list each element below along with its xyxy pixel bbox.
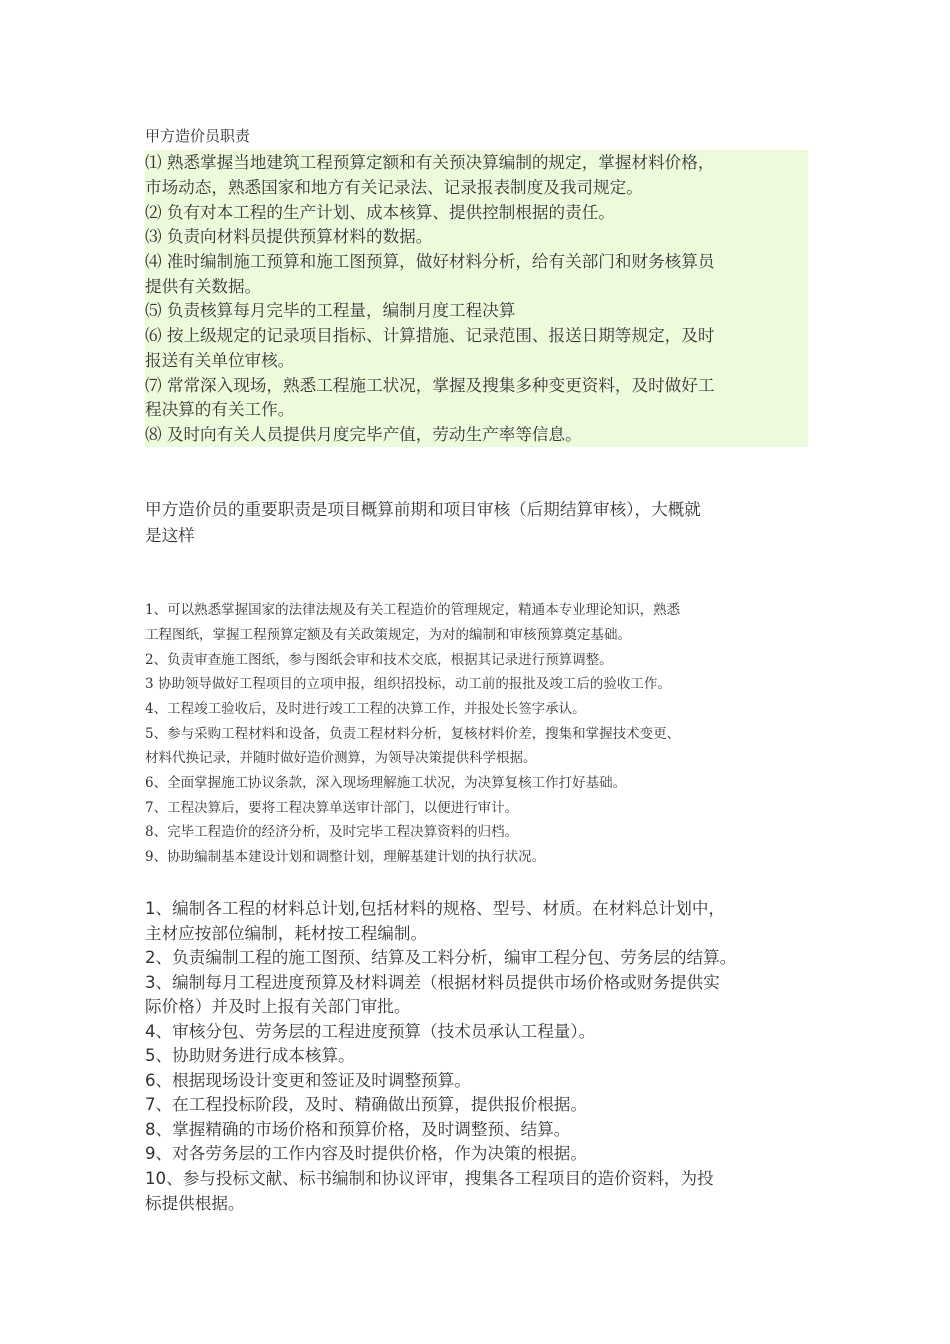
duty-line: 7、在工程投标阶段，及时、精确做出预算，提供报价根据。: [145, 1095, 587, 1114]
duty-line: ⑻ 及时向有关人员提供月度完毕产值，劳动生产率等信息。: [145, 425, 582, 444]
summary-line: 是这样: [145, 526, 195, 545]
duty-line: 5、协助财务进行成本核算。: [145, 1046, 355, 1065]
duty-line: 8、完毕工程造价的经济分析，及时完毕工程决算资料的归档。: [145, 824, 519, 840]
duty-line: 4、审核分包、劳务层的工程进度预算（技术员承认工程量）。: [145, 1022, 596, 1041]
duty-line: ⑷ 准时编制施工预算和施工图预算，做好材料分析，给有关部门和财务核算员: [145, 252, 715, 271]
duty-line: 4、工程竣工验收后，及时进行竣工工程的决算工作，并报处长签字承认。: [145, 701, 586, 717]
duty-line: 9、对各劳务层的工作内容及时提供价格，作为决策的根据。: [145, 1144, 587, 1163]
duty-line: 9、协助编制基本建设计划和调整计划，理解基建计划的执行状况。: [145, 849, 546, 865]
duty-line: 5、参与采购工程材料和设备，负责工程材料分析，复核材料价差，搜集和掌握技术变更、: [145, 726, 681, 742]
duty-line: 6、根据现场设计变更和签证及时调整预算。: [145, 1071, 471, 1090]
duty-line: 材料代换记录，并随时做好造价测算，为领导决策提供科学根据。: [145, 750, 537, 766]
duty-line: 7、工程决算后，要将工程决算单送审计部门，以便进行审计。: [145, 800, 519, 816]
duty-line: 报送有关单位审核。: [145, 351, 295, 370]
duty-line: 3、编制每月工程进度预算及材料调差（根据材料员提供市场价格或财务提供实: [145, 973, 720, 992]
section-title: 甲方造价员职责: [145, 127, 251, 145]
duty-line: 1、可以熟悉掌握国家的法律法规及有关工程造价的管理规定，精通本专业理论知识，熟悉: [145, 602, 681, 618]
duty-line: 2、负责编制工程的施工图预、结算及工料分析，编审工程分包、劳务层的结算。: [145, 948, 737, 967]
duty-line: ⑵ 负有对本工程的生产计划、成本核算、提供控制根据的责任。: [145, 203, 615, 222]
summary-line: 甲方造价员的重要职责是项目概算前期和项目审核（后期结算审核），大概就: [145, 500, 701, 519]
duty-line: ⑸ 负责核算每月完毕的工程量，编制月度工程决算: [145, 301, 516, 320]
duty-line: 10、参与投标文献、标书编制和协议评审，搜集各工程项目的造价资料，为投: [145, 1169, 714, 1188]
duty-line: 6、全面掌握施工协议条款，深入现场理解施工状况，为决算复核工作打好基础。: [145, 775, 627, 791]
duty-line: ⑶ 负责向材料员提供预算材料的数据。: [145, 227, 433, 246]
duty-line: 2、负责审查施工图纸，参与图纸会审和技术交底，根据其记录进行预算调整。: [145, 652, 613, 668]
duty-line: 主材应按部位编制，耗材按工程编制。: [145, 924, 428, 943]
duty-line: 3 协助领导做好工程项目的立项申报，组织招投标，动工前的报批及竣工后的验收工作。: [145, 676, 671, 692]
duty-line: ⑴ 熟悉掌握当地建筑工程预算定额和有关预决算编制的规定，掌握材料价格，: [145, 153, 715, 172]
duty-line: 1、编制各工程的材料总计划,包括材料的规格、型号、材质。在材料总计划中，: [145, 899, 726, 918]
duty-line: 工程图纸，掌握工程预算定额及有关政策规定，为对的编制和审核预算奠定基础。: [145, 627, 631, 643]
duty-line: ⑹ 按上级规定的记录项目指标、计算措施、记录范围、报送日期等规定，及时: [145, 326, 715, 345]
duty-line: 标提供根据。: [145, 1194, 245, 1213]
duty-line: 程决算的有关工作。: [145, 400, 295, 419]
duty-line: 提供有关数据。: [145, 277, 262, 296]
duty-line: ⑺ 常常深入现场，熟悉工程施工状况，掌握及搜集多种变更资料，及时做好工: [145, 376, 715, 395]
duty-line: 际价格）并及时上报有关部门审批。: [145, 997, 411, 1016]
duty-line: 8、掌握精确的市场价格和预算价格，及时调整预、结算。: [145, 1120, 571, 1139]
duty-line: 市场动态，熟悉国家和地方有关记录法、记录报表制度及我司规定。: [145, 178, 643, 197]
